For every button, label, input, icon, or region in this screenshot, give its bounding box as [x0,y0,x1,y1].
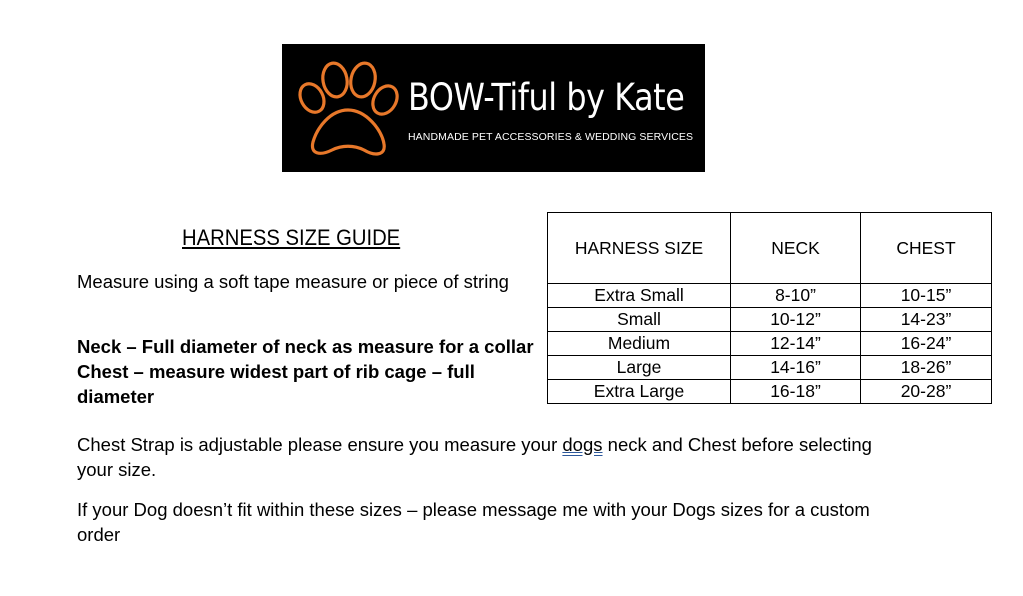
chest-cell: 16-24” [861,332,992,356]
size-cell: Medium [548,332,731,356]
header-chest: CHEST [861,213,992,284]
size-cell: Large [548,356,731,380]
table-row [548,380,992,404]
neck-cell: 12-14” [731,332,861,356]
neck-cell: 8-10” [731,284,861,308]
measure-instructions [77,334,547,409]
header-neck: NECK [731,213,861,284]
strap-note [77,432,877,482]
strap-note-start: Chest Strap is adjustable please ensure you measure your [77,434,563,455]
custom-order-note: If your Dog doesn’t fit within these sizes – please message me with your Dogs sizes for a custom order [77,499,870,545]
size-table [547,212,992,404]
chest-cell: 14-23” [861,308,992,332]
brand-logo [282,44,705,172]
table-row [548,356,992,380]
neck-cell: 10-12” [731,308,861,332]
size-cell: Small [548,308,731,332]
neck-cell: 16-18” [731,380,861,404]
brand-name: BOW-Tiful by Kate [408,76,685,119]
table-row [548,284,992,308]
strap-note-end: neck and Chest before selecting your size. [77,434,872,480]
intro-text: Measure using a soft tape measure or piece of string [77,271,509,292]
spelling-flag-word: dogs [562,434,603,455]
neck-cell: 14-16” [731,356,861,380]
table-row [548,308,992,332]
size-cell: Extra Small [548,284,731,308]
chest-instruction: Chest – measure widest part of rib cage – full diameter [77,361,475,407]
table-header-row [548,213,992,284]
size-cell: Extra Large [548,380,731,404]
chest-cell: 10-15” [861,284,992,308]
chest-cell: 20-28” [861,380,992,404]
neck-instruction: Neck – Full diameter of neck as measure for a collar [77,336,534,357]
table-row [548,332,992,356]
header-harness-size: HARNESS SIZE [548,213,731,284]
chest-cell: 18-26” [861,356,992,380]
brand-tagline: HANDMADE PET ACCESSORIES & WEDDING SERVICES [408,131,694,143]
paw-print-icon [282,44,412,172]
guide-title: HARNESS SIZE GUIDE [182,225,401,250]
